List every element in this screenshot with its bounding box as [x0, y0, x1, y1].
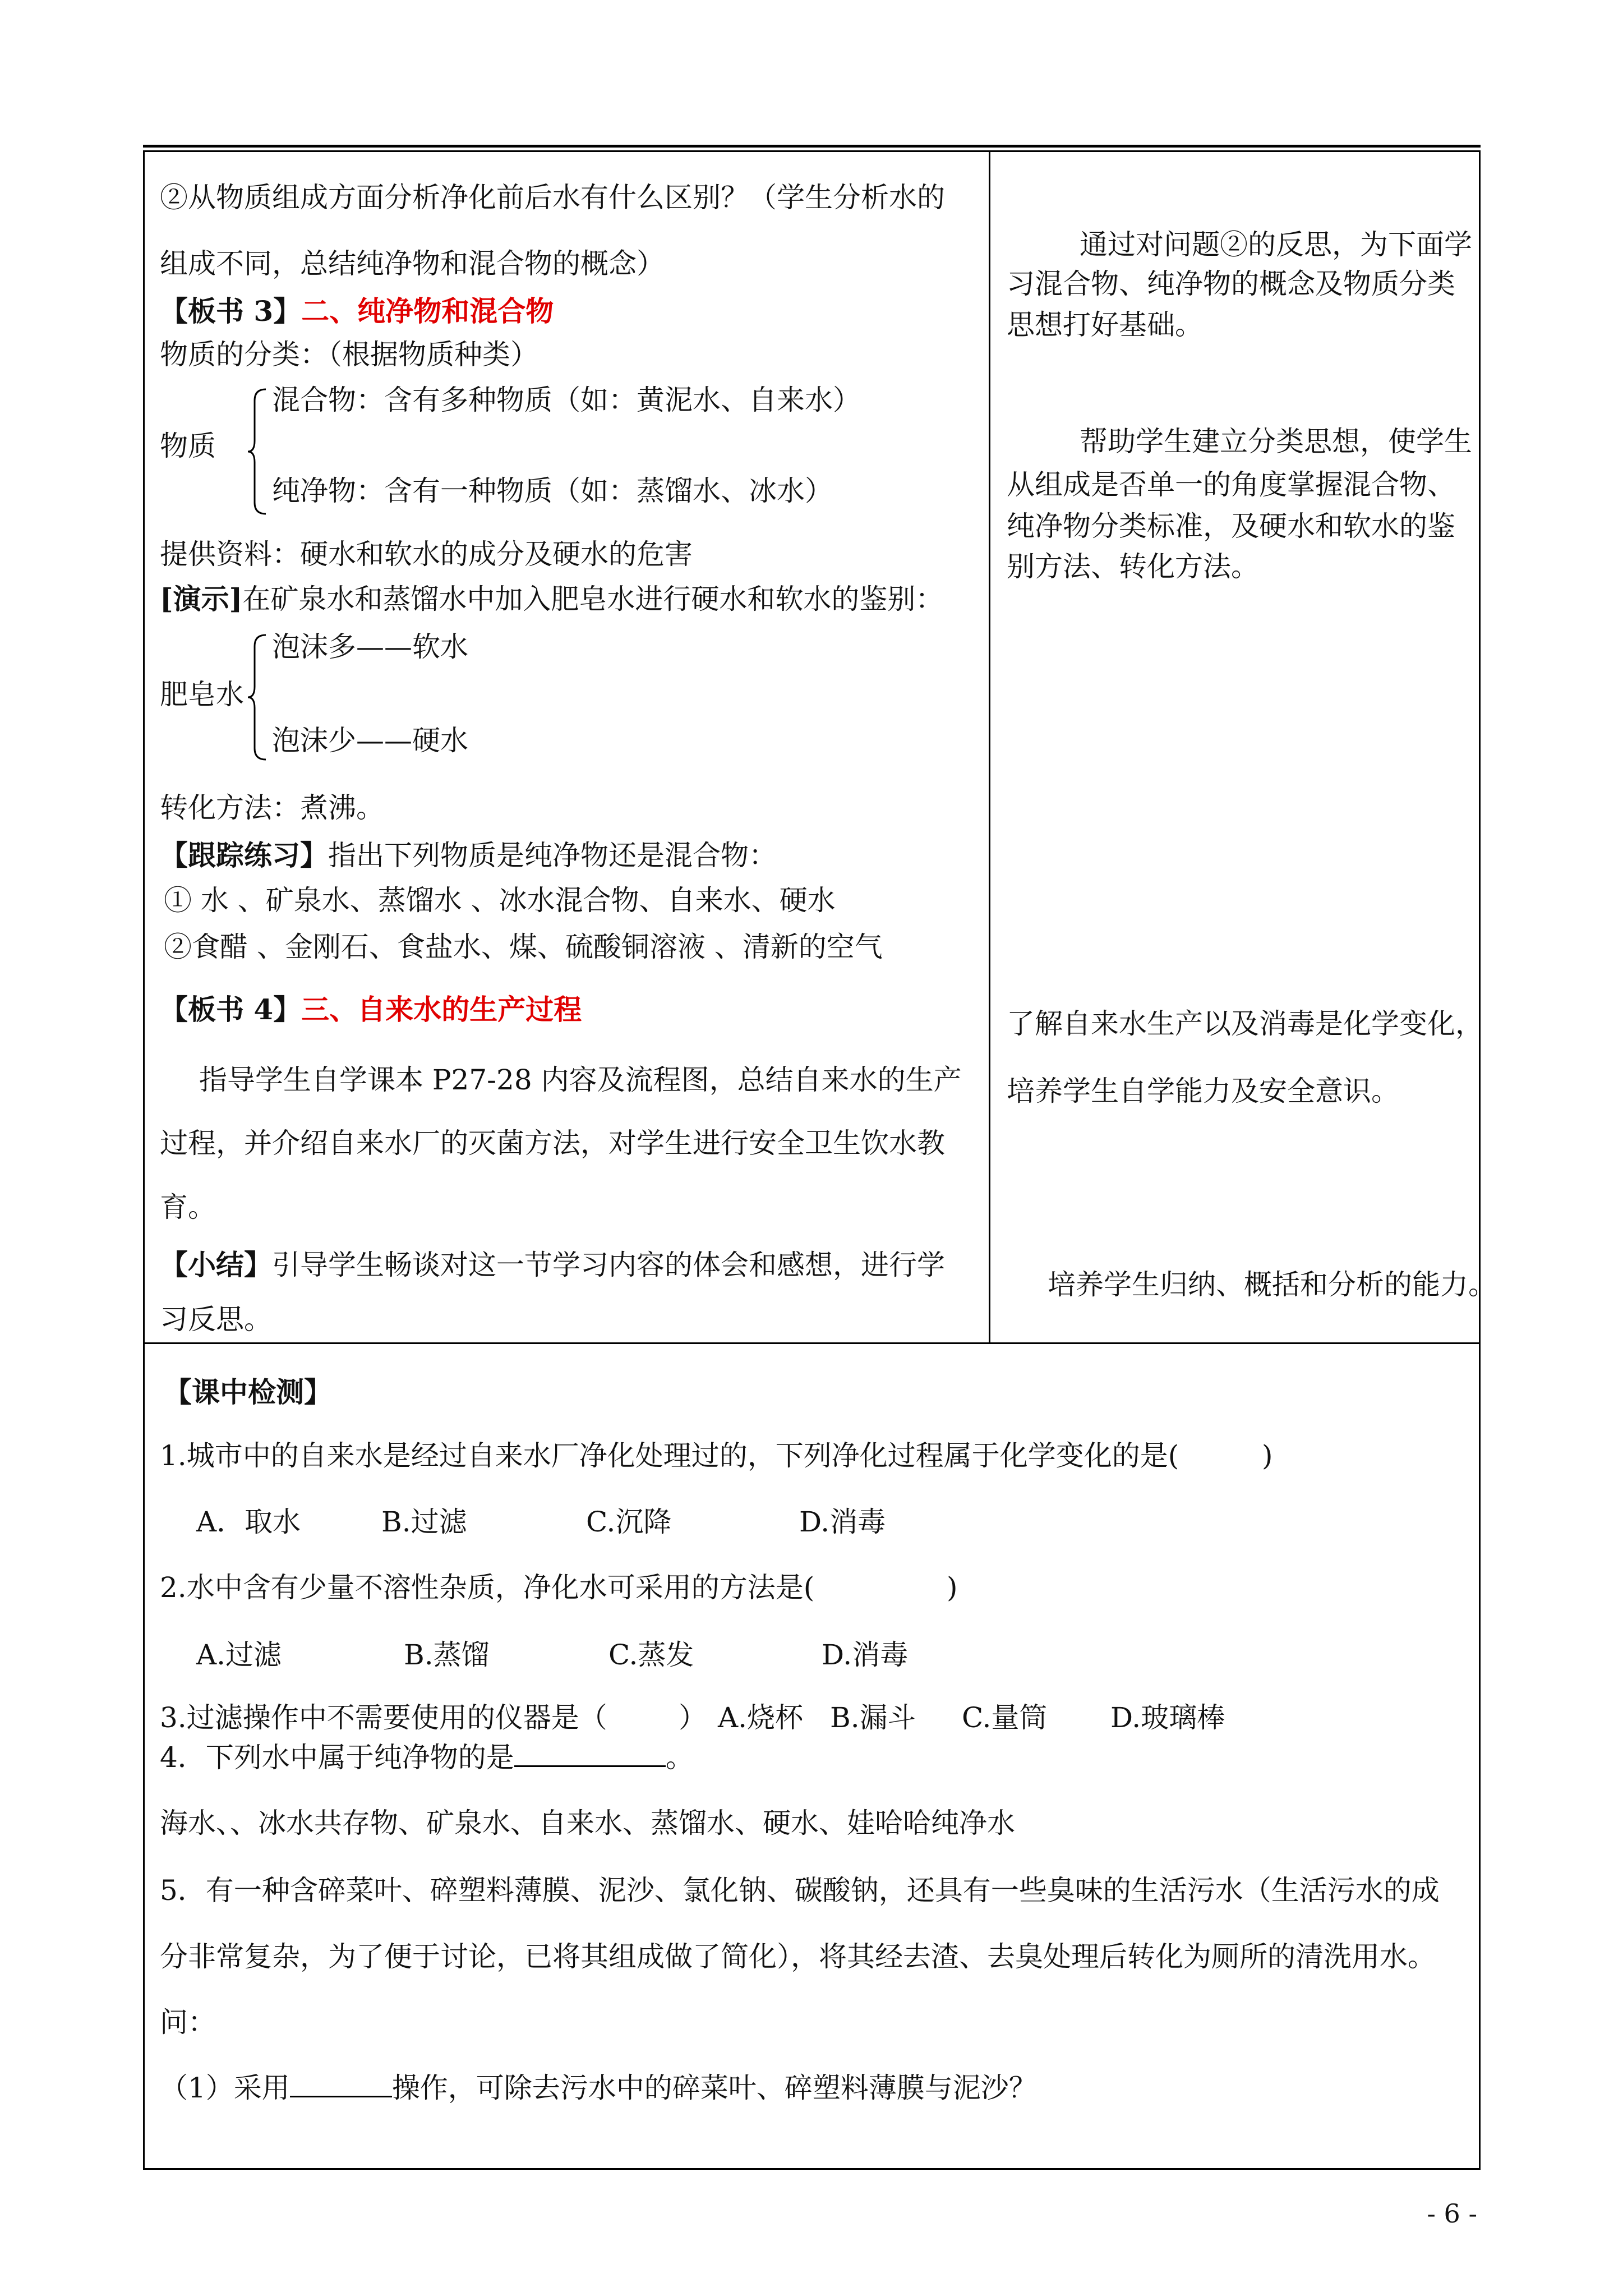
q3-option-d: D.玻璃棒: [1110, 1701, 1225, 1734]
classify-line: 物质的分类：（根据物质种类）: [160, 338, 538, 371]
column-divider: [989, 152, 990, 1342]
question-5-line3: 问：: [160, 2006, 216, 2039]
question-5-sub1-text: （1）采用: [160, 2072, 290, 2104]
practice-text: 指出下列物质是纯净物还是混合物：: [328, 839, 777, 872]
substance-label: 物质: [160, 430, 216, 462]
guide-line1: 指导学生自学课本 P27-28 内容及流程图，总结自来水的生产: [199, 1064, 962, 1096]
q2-option-b: B.蒸馏: [404, 1639, 490, 1671]
pure-definition: 纯净物：含有一种物质（如：蒸馏水、冰水）: [272, 475, 833, 507]
practice-item-1: ① 水 、矿泉水、蒸馏水 、冰水混合物、自来水、硬水: [164, 884, 836, 917]
q3-option-a: A.烧杯: [718, 1701, 804, 1734]
soap-water-brace: [247, 633, 269, 762]
check-title: 【课中检测】: [164, 1375, 332, 1409]
summary-line2: 习反思。: [160, 1303, 272, 1336]
substance-brace: [247, 387, 269, 516]
note-3-line1: 了解自来水生产以及消毒是化学变化，: [1007, 1007, 1483, 1040]
question-4-text: 4．下列水中属于纯净物的是: [160, 1741, 514, 1774]
question-5-line1: 5．有一种含碎菜叶、碎塑料薄膜、泥沙、氯化钠、碳酸钠，还具有一些臭味的生活污水（生活污水的成: [160, 1874, 1440, 1907]
summary-line1: [160, 1248, 945, 1282]
summary-tag: 【小结】: [160, 1248, 272, 1281]
summary-text: 引导学生畅谈对这一节学习内容的体会和感想，进行学: [272, 1249, 945, 1281]
row-divider: [145, 1342, 1479, 1344]
question-2-line2: 组成不同，总结纯净物和混合物的概念）: [160, 247, 665, 280]
q3-option-b: B.漏斗: [830, 1701, 916, 1734]
question-2-line1: ②从物质组成方面分析净化前后水有什么区别？（学生分析水的: [160, 181, 945, 214]
question-5-sub1: [160, 2071, 1037, 2105]
question-4-list: 海水、、冰水共存物、矿泉水、自来水、蒸馏水、硬水、娃哈哈纯净水: [160, 1807, 1015, 1839]
practice-item-2: ②食醋 、金刚石、食盐水、煤、硫酸铜溶液 、清新的空气: [164, 931, 883, 963]
question-1-close: ): [1262, 1439, 1273, 1472]
note-1-line2: 习混合物、纯净物的概念及物质分类: [1007, 268, 1455, 300]
q2-option-d: D.消毒: [822, 1639, 909, 1671]
board-4-tag: 【板书 4】: [160, 993, 302, 1026]
foam-less-line: 泡沫少——硬水: [272, 724, 468, 757]
q3-option-c: C.量筒: [962, 1701, 1048, 1734]
board-3-heading: [160, 295, 554, 328]
question-4-end: 。: [665, 1741, 694, 1774]
note-2-line3: 纯净物分类标准，及硬水和软水的鉴: [1007, 510, 1455, 542]
q2-option-a: A.过滤: [196, 1639, 282, 1671]
header-rule: [143, 145, 1481, 148]
board-3-tag: 【板书 3】: [160, 295, 302, 328]
board-4-heading: [160, 993, 582, 1027]
note-2-line2: 从组成是否单一的角度掌握混合物、: [1007, 468, 1455, 501]
note-4: 培养学生归纳、概括和分析的能力。: [1048, 1268, 1496, 1301]
demo-line: [160, 582, 943, 616]
demo-tag: [演示]: [160, 582, 243, 615]
q1-option-a: A．取水: [196, 1506, 301, 1538]
demo-text: 在矿泉水和蒸馏水中加入肥皂水进行硬水和软水的鉴别：: [242, 583, 944, 615]
q1-option-d: D.消毒: [799, 1506, 886, 1538]
question-3-close: ）: [679, 1701, 707, 1734]
question-5-sub1-end: 操作，可除去污水中的碎菜叶、碎塑料薄膜与泥沙？: [391, 2072, 1037, 2104]
q1-option-c: C.沉降: [586, 1506, 672, 1538]
board-3-title: 二、纯净物和混合物: [301, 295, 554, 328]
question-2: 2.水中含有少量不溶性杂质，净化水可采用的方法是(: [160, 1571, 815, 1604]
guide-line2: 过程，并介绍自来水厂的灭菌方法，对学生进行安全卫生饮水教: [160, 1127, 945, 1159]
question-4: [160, 1741, 694, 1774]
mixture-definition: 混合物：含有多种物质（如：黄泥水、自来水）: [272, 384, 861, 416]
note-3-line2: 培养学生自学能力及安全意识。: [1007, 1075, 1399, 1107]
page-number: - 6 -: [1427, 2198, 1477, 2229]
convert-method: 转化方法：煮沸。: [160, 792, 384, 824]
question-5-sub1-blank[interactable]: [290, 2071, 392, 2097]
board-4-title: 三、自来水的生产过程: [301, 993, 582, 1026]
q2-option-c: C.蒸发: [608, 1639, 694, 1671]
guide-line3: 育。: [160, 1191, 216, 1223]
q1-option-b: B.过滤: [381, 1506, 467, 1538]
note-2-line1: 帮助学生建立分类思想，使学生: [1080, 425, 1472, 458]
practice-heading: [160, 839, 777, 872]
question-3: 3.过滤操作中不需要使用的仪器是（: [160, 1701, 607, 1734]
foam-more-line: 泡沫多——软水: [272, 631, 468, 663]
materials-line: 提供资料：硬水和软水的成分及硬水的危害: [160, 538, 693, 570]
question-1: 1.城市中的自来水是经过自来水厂净化处理过的，下列净化过程属于化学变化的是(: [160, 1439, 1179, 1472]
practice-tag: 【跟踪练习】: [160, 839, 328, 872]
soap-water-label: 肥皂水: [160, 678, 244, 711]
note-2-line4: 别方法、转化方法。: [1007, 550, 1259, 583]
question-2-close: ): [947, 1571, 958, 1604]
question-5-line2: 分非常复杂，为了便于讨论，已将其组成做了简化），将其经去渣、去臭处理后转化为厕所的清洗用水。: [160, 1940, 1436, 1973]
note-1-line3: 思想打好基础。: [1007, 309, 1203, 341]
note-1-line1: 通过对问题②的反思，为下面学: [1080, 228, 1472, 261]
question-4-blank[interactable]: [514, 1741, 666, 1767]
